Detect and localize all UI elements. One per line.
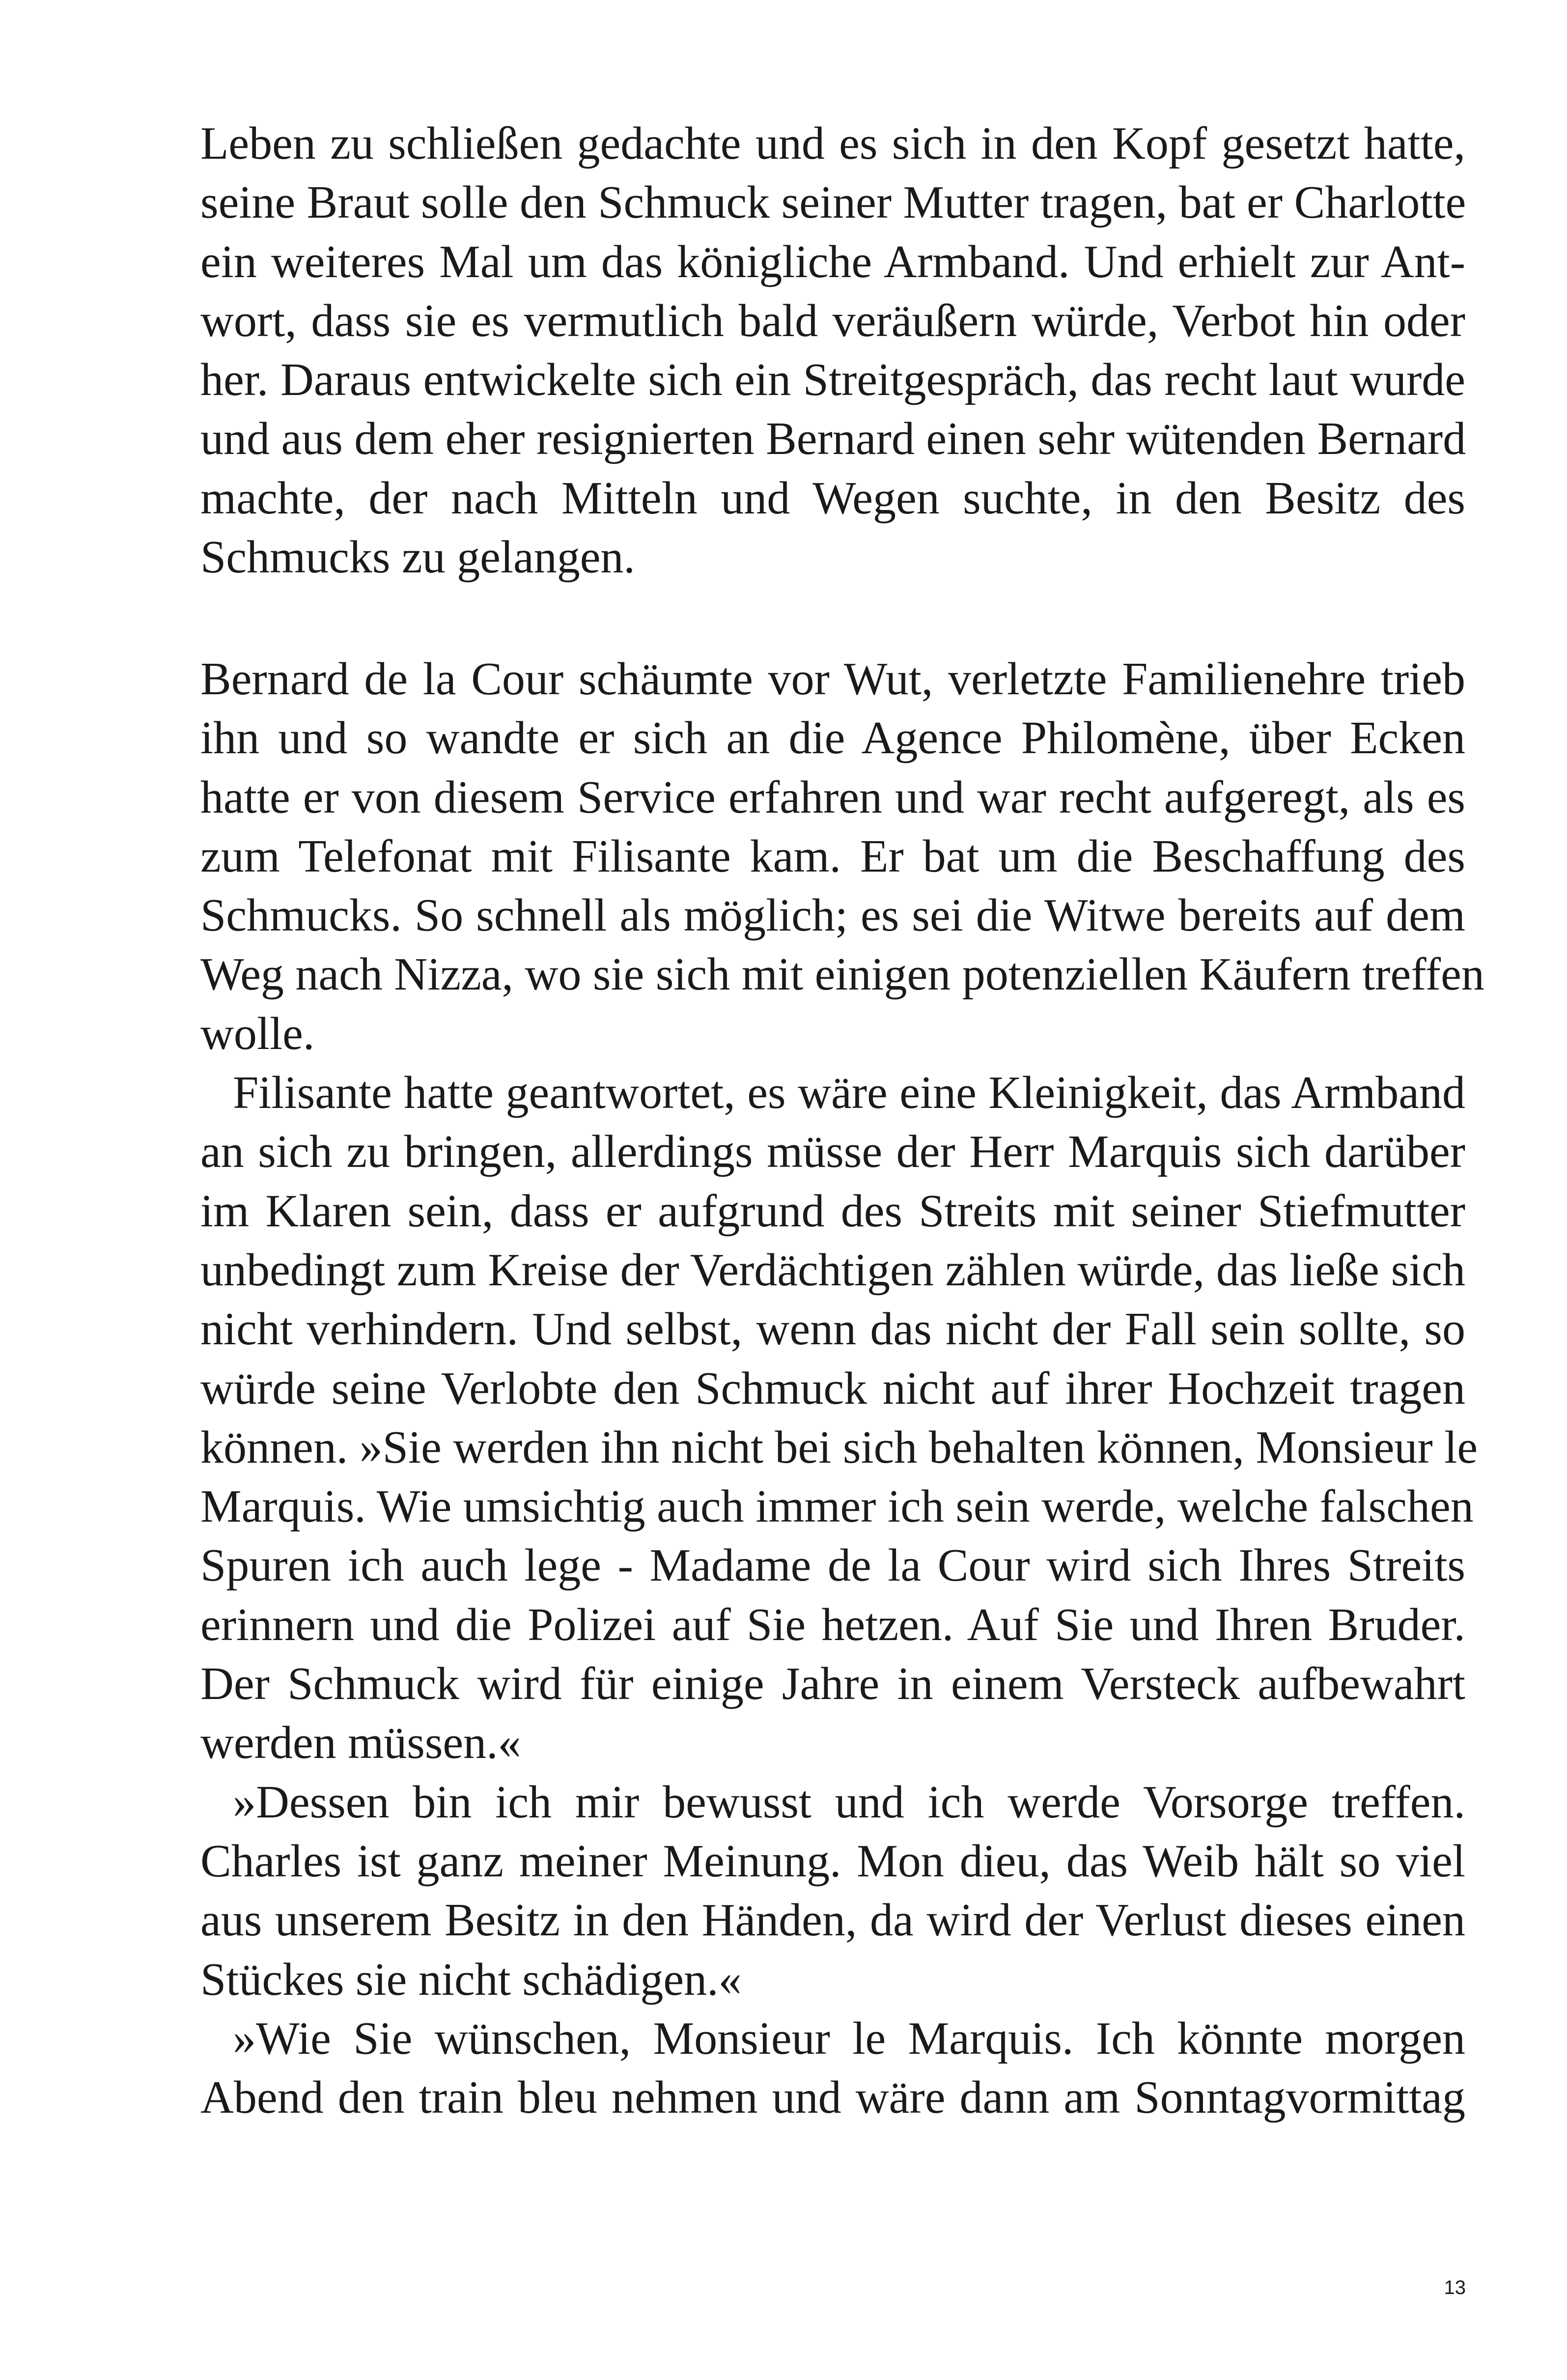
text-line: an sich zu bringen, allerdings müsse der Herr Marquis sich darüber [200,1126,1465,1178]
text-line: Filisante hatte geantwortet, es wäre eine Kleinigkeit, das Armband [233,1067,1465,1119]
text-line: Charles ist ganz meiner Meinung. Mon dieu, das Weib hält so viel [200,1835,1465,1887]
text-line: erinnern und die Polizei auf Sie hetzen. Auf Sie und Ihren Bruder. [200,1599,1465,1650]
paragraph-3 [200,1063,1478,1773]
text-line: unbedingt zum Kreise der Verdächtigen zählen würde, das ließe sich [200,1244,1465,1296]
text-line: Der Schmuck wird für einige Jahre in einem Versteck aufbewahrt [200,1658,1465,1710]
text-line: Schmucks zu gelangen. [200,532,635,583]
text-block-top [200,114,1465,587]
text-line: würde seine Verlobte den Schmuck nicht auf ihrer Hochzeit tragen [200,1362,1465,1414]
text-line: aus unserem Besitz in den Händen, da wird der Verlust dieses einen [200,1895,1465,1946]
text-line: zum Telefonat mit Filisante kam. Er bat um die Beschaffung des [200,830,1465,882]
text-line: her. Daraus entwickelte sich ein Streitgespräch, das recht laut wurde [200,354,1465,406]
text-line: Leben zu schließen gedachte und es sich in den Kopf gesetzt hatte, [200,118,1465,169]
text-line: wolle. [200,1008,315,1059]
text-line: ein weiteres Mal um das königliche Armband. Und erhielt zur Ant- [200,236,1465,287]
text-line: können. »Sie werden ihn nicht bei sich behalten können, Monsieur le [200,1421,1478,1473]
text-line: und aus dem eher resignierten Bernard einen sehr wütenden Bernard [200,413,1466,465]
paragraph-4 [200,1773,1465,2009]
text-line: Spuren ich auch lege - Madame de la Cour wird sich Ihres Streits [200,1540,1465,1591]
page-number: 13 [1444,2277,1466,2298]
text-line: »Wie Sie wünschen, Monsieur le Marquis. Ich könnte morgen [233,2012,1465,2064]
text-line: im Klaren sein, dass er aufgrund des Streits mit seiner Stiefmutter [200,1185,1465,1237]
paragraph-1 [200,114,1465,587]
text-line: ihn und so wandte er sich an die Agence Philomène, über Ecken [200,712,1465,764]
text-line: machte, der nach Mitteln und Wegen suchte, in den Besitz des [200,472,1465,524]
text-line: Abend den train bleu nehmen und wäre dann am Sonntagvormittag [200,2072,1465,2124]
text-line: wort, dass sie es vermutlich bald veräußern würde, Verbot hin oder [200,295,1465,346]
text-block-main [200,650,1484,2127]
text-line: hatte er von diesem Service erfahren und war recht aufgeregt, als es [200,771,1465,823]
text-line: Schmucks. So schnell als möglich; es sei die Witwe bereits auf dem [200,890,1465,941]
text-line: »Dessen bin ich mir bewusst und ich werde Vorsorge treffen. [233,1776,1465,1828]
text-line: werden müssen.« [200,1717,521,1769]
text-line: nicht verhindern. Und selbst, wenn das nicht der Fall sein sollte, so [200,1303,1465,1355]
paragraph-2 [200,650,1484,1063]
text-line: seine Braut solle den Schmuck seiner Mutter tragen, bat er Charlotte [200,177,1466,228]
text-line: Weg nach Nizza, wo sie sich mit einigen potenziellen Käufern treffen [200,949,1484,1000]
text-line: Stückes sie nicht schädigen.« [200,1954,742,2005]
text-line: Marquis. Wie umsichtig auch immer ich sein werde, welche falschen [200,1481,1474,1532]
paragraph-5 [200,2009,1465,2127]
text-line: Bernard de la Cour schäumte vor Wut, verletzte Familienehre trieb [200,653,1465,705]
